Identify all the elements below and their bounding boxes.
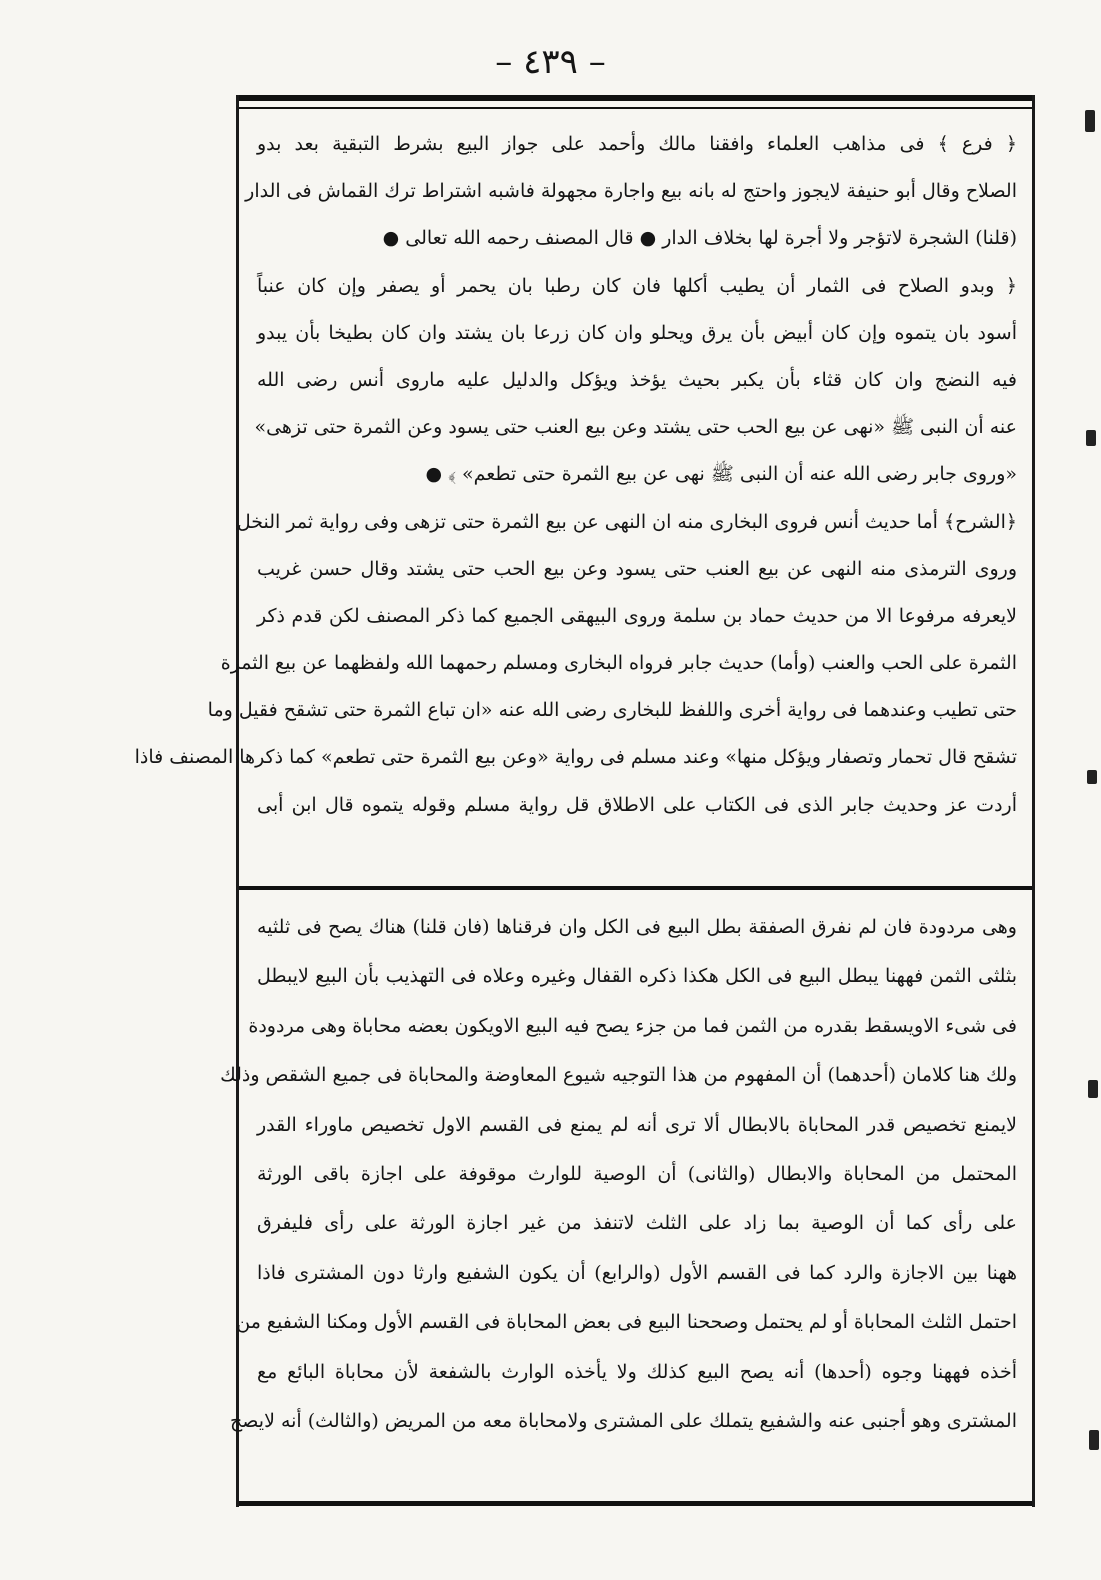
- page-frame: [134, 95, 1035, 1507]
- text-line: عنه أن النبى ﷺ «نهى عن بيع الحب حتى يشتد وعن بيع العنب حتى يسود وعن الثمرة حتى تزهى»: [254, 416, 1017, 439]
- margin-ink-mark: [1085, 110, 1095, 132]
- text-line: ﴿ فرع ﴾ فى مذاهب العلماء وافقنا مالك وأحمد على جواز البيع بشرط التبقية بعد بدو: [257, 133, 1017, 155]
- text-line: وهى مردودة فان لم نفرق الصفقة بطل البيع فى الكل وان فرقناها (فان قلنا) هناك يصح فى ثلثيه: [257, 916, 1017, 938]
- text-line: المحتمل من المحاباة والابطال (والثانى) أن الوصية للوارث موقوفة على اجازة باقى الورثة: [257, 1162, 1017, 1185]
- text-line: ﴿ وبدو الصلاح فى الثمار أن يطيب أكلها فان كان رطبا بان يحمر أو يصفر وإن كان عنباً: [257, 274, 1017, 297]
- text-line: لايعرفه مرفوعا الا من حديث حماد بن سلمة وروى البيهقى الجميع كما ذكر المصنف لكن قدم ذكر: [257, 604, 1017, 627]
- text-line: أردت عز وحديث جابر الذى فى الكتاب على الاطلاق قل رواية مسلم وقوله يتموه قال ابن أبى: [257, 793, 1017, 816]
- text-line: أسود بان يتموه وإن كان أبيض بأن يرق ويحلو وان كان زرعا بان يشتد وان كان بطيخا بأن يبدو: [257, 321, 1017, 344]
- commentary-text-block: [220, 903, 1017, 1446]
- text-line: فيه النضج وان كان قثاء بأن يكبر بحيث يؤخذ ويؤكل والدليل عليه ماروى أنس رضى الله: [257, 368, 1017, 391]
- text-line: (قلنا) الشجرة لاتؤجر ولا أجرة لها بخلاف الدار ● قال المصنف رحمه الله تعالى ●: [382, 227, 1017, 250]
- text-line: وروى الترمذى منه النهى عن بيع العنب حتى يسود وعن بيع الحب حتى يشتد وقال حسن غريب: [257, 557, 1017, 580]
- text-line: لايمنع تخصيص قدر المحاباة بالابطال ألا ترى أنه لم يمنع فى القسم الاول تخصيص ماوراء القدر: [257, 1113, 1017, 1136]
- margin-ink-mark: [1087, 770, 1097, 784]
- bottom-rule: [239, 1501, 1032, 1506]
- top-rule-thin: [239, 107, 1032, 109]
- text-line: الصلاح وقال أبو حنيفة لايجوز واحتج له بانه بيع واجارة مجهولة فاشبه اشتراط ترك القماش فى الدار: [245, 180, 1017, 203]
- text-line: فى شىء الاويسقط بقدره من الثمن فما من جزء يصح فيه البيع الاويكون بعضه محاباة وهى مردودة: [248, 1014, 1017, 1037]
- text-line: احتمل الثلث المحاباة أو لم يحتمل وصححنا البيع فى بعض المحاباة فى القسم الأول ومكنا الشفيع من: [236, 1311, 1017, 1334]
- text-line: الثمرة على الحب والعنب (وأما) حديث جابر فرواه البخارى ومسلم رحمهما الله ولفظهما عن بيع الثمرة: [220, 652, 1017, 675]
- text-line: «وروى جابر رضى الله عنه أن النبى ﷺ نهى عن بيع الثمرة حتى تطعم» ﴾ ●: [425, 463, 1017, 486]
- top-rule-thick: [239, 95, 1032, 101]
- text-line: المشترى وهو أجنبى عنه والشفيع يتملك على المشترى ولامحاباة معه من المريض (والثالث) أنه لايصح: [230, 1409, 1017, 1432]
- page-number: – ٤٣٩ –: [495, 42, 606, 82]
- text-line: على رأى كما أن الوصية بما زاد على الثلث لاتنفذ من غير اجازة الورثة على رأى فليفرق: [257, 1212, 1017, 1235]
- text-line: أخذه فههنا وجوه (أحدها) أنه يصح البيع كذلك ولا يأخذه الوارث بالشفعة لأن محاباة البائع مع: [257, 1360, 1017, 1383]
- text-line: بثلثى الثمن فههنا يبطل البيع فى الكل هكذا ذكره القفال وغيره وعلاه فى التهذيب بأن البيع لايبطل: [257, 965, 1017, 988]
- text-line: تشقح قال تحمار وتصفار ويؤكل منها» وعند مسلم فى رواية «وعن بيع الثمرة حتى تطعم» كما ذكرها المصنف فاذا: [134, 746, 1017, 769]
- text-line: ﴿الشرح﴾ أما حديث أنس فروى البخارى منه ان النهى عن بيع الثمرة حتى تزهى وفى رواية ثمر النخل: [236, 510, 1017, 533]
- margin-ink-mark: [1089, 1430, 1099, 1450]
- margin-ink-mark: [1088, 1080, 1098, 1098]
- text-line: حتى تطيب وعندهما فى رواية أخرى واللفظ للبخارى رضى الله عنه «ان تباع الثمرة حتى تشقح فقيل وما: [207, 699, 1017, 722]
- margin-ink-mark: [1086, 430, 1096, 446]
- text-line: ولك هنا كلامان (أحدهما) أن المفهوم من هذا التوجيه شيوع المعاوضة والمحاباة فى جميع الشقص وذلك: [220, 1064, 1017, 1087]
- text-line: ههنا بين الاجازة والرد كما فى القسم الأول (والرابع) أن يكون الشفيع وارثا دون المشترى فاذا: [257, 1261, 1017, 1284]
- section-divider-rule: [239, 886, 1032, 890]
- main-text-block: [134, 121, 1017, 829]
